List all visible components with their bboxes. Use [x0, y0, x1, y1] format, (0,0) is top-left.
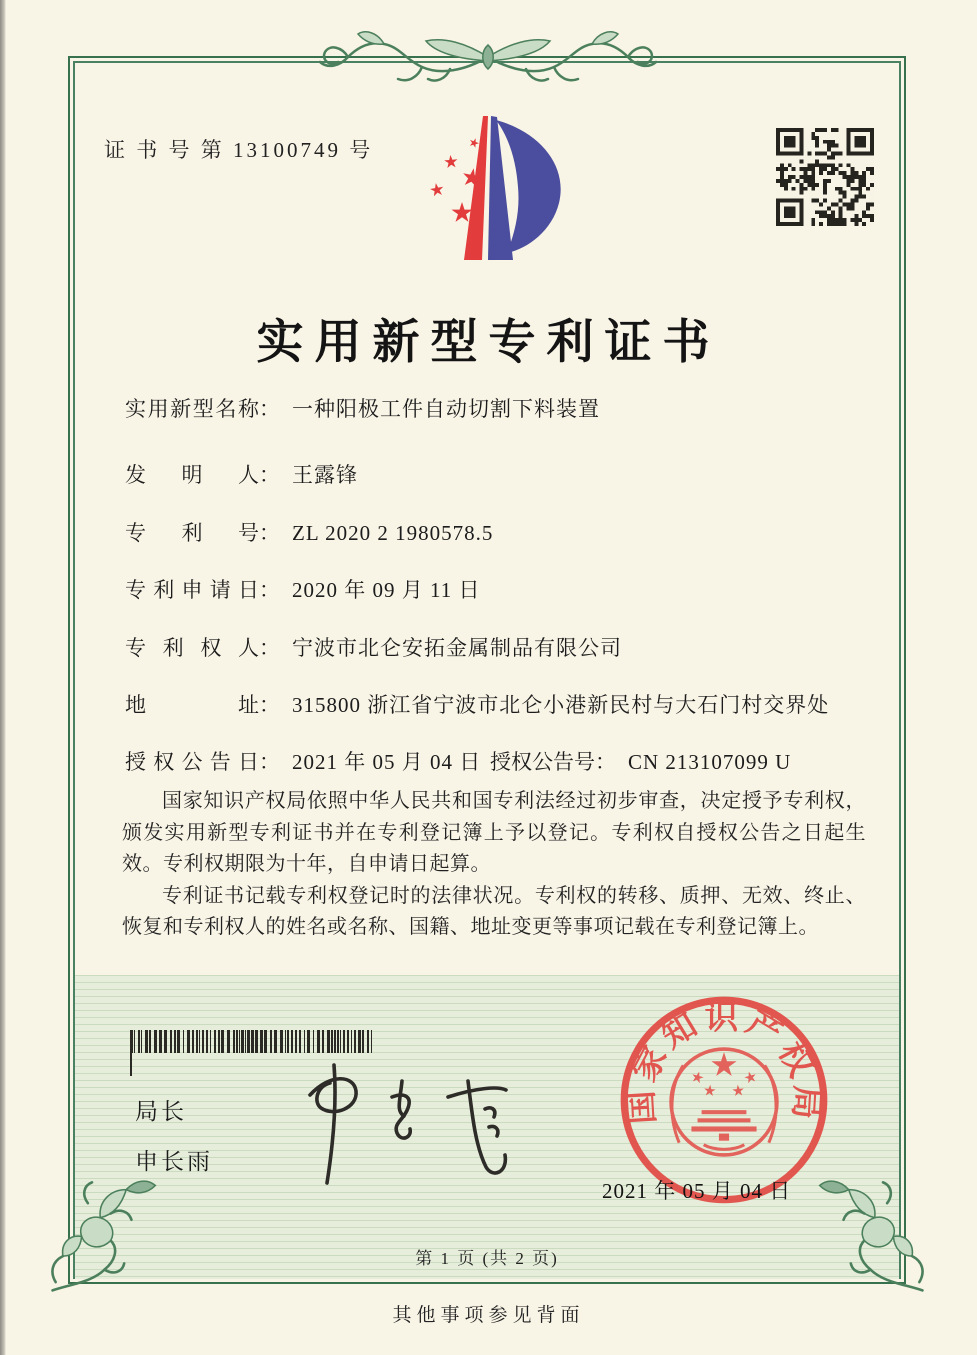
field-label: 授权公告日 [125, 750, 259, 774]
field-row-address: 地址： 315800 浙江省宁波市北仑小港新民村与大石门村交界处 [125, 689, 829, 719]
legal-paragraph: 国家知识产权局依照中华人民共和国专利法经过初步审查，决定授予专利权，颁发实用新型专利证书并在专利登记簿上予以登记。专利权自授权公告之日起生效。专利权期限为十年，自申请日起算。 [122, 790, 866, 875]
cnipa-logo-icon [408, 110, 572, 260]
certificate-number: 证 书 号 第 13100749 号 [104, 138, 374, 162]
director-name: 申长雨 [135, 1148, 213, 1174]
director-signature-icon [280, 1053, 530, 1193]
field-row-inventor: 发明人： 王露锋 [125, 459, 358, 489]
grant-number-group: 授权公告号： CN 213107099 U [490, 750, 792, 774]
field-row-patentee: 专利权人： 宁波市北仑安拓金属制品有限公司 [125, 632, 622, 662]
field-row-filing-date: 专利申请日： 2020 年 09 月 11 日 [125, 574, 480, 604]
field-row-patent-no: 专利号： ZL 2020 2 1980578.5 [125, 517, 493, 547]
barcode [130, 1030, 378, 1053]
field-value: CN 213107099 U [628, 750, 792, 774]
legal-text [122, 786, 866, 944]
field-label: 发明人 [125, 463, 259, 487]
field-value: 宁波市北仑安拓金属制品有限公司 [292, 636, 622, 660]
scan-edge [0, 0, 6, 1355]
field-label: 授权公告号 [490, 750, 595, 774]
director-title: 局长 [135, 1098, 187, 1124]
field-value: 2020 年 09 月 11 日 [292, 578, 481, 602]
field-value: 2021 年 05 月 04 日 [292, 750, 482, 774]
field-row-name: 实用新型名称： 一种阳极工件自动切割下料装置 [125, 393, 600, 423]
page-number: 第 1 页 (共 2 页) [415, 1249, 559, 1268]
legal-paragraph: 专利证书记载专利权登记时的法律状况。专利权的转移、质押、无效、终止、恢复和专利权人的姓名或名称、国籍、地址变更等事项记载在专利登记簿上。 [122, 884, 866, 938]
field-value: 一种阳极工件自动切割下料装置 [292, 397, 600, 421]
seal-date: 2021 年 05 月 04 日 [602, 1179, 792, 1203]
grant-row: 授权公告日： 2021 年 05 月 04 日 授权公告号： CN 213107099 U [125, 746, 481, 776]
field-value: 315800 浙江省宁波市北仑小港新民村与大石门村交界处 [292, 693, 830, 717]
field-value: 王露锋 [292, 463, 358, 487]
field-label: 实用新型名称 [125, 397, 259, 421]
qr-code [776, 128, 874, 226]
svg-text:国家知识产权局: 国家知识产权局 [622, 999, 826, 1126]
back-note: 其他事项参见背面 [392, 1305, 585, 1326]
green-band [75, 975, 899, 1279]
certificate-title: 实用新型专利证书 [256, 317, 721, 370]
field-label: 专利号 [125, 521, 259, 545]
field-label: 地址 [125, 693, 259, 717]
field-label: 专利申请日 [125, 578, 259, 602]
field-value: ZL 2020 2 1980578.5 [292, 521, 494, 545]
field-label: 专利权人 [125, 636, 259, 660]
